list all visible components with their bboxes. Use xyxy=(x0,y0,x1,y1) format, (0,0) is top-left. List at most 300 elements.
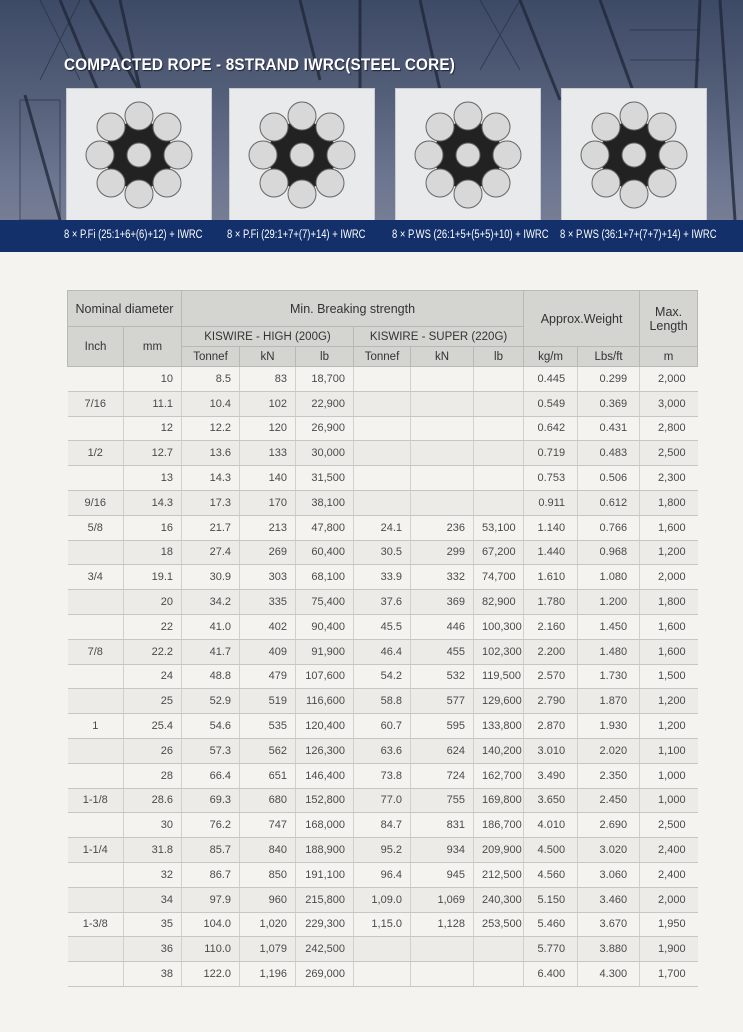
cell-h-t: 10.4 xyxy=(182,391,240,416)
cell-s-t: 46.4 xyxy=(354,639,411,664)
cell-h-t: 8.5 xyxy=(182,367,240,392)
cell-kgm: 6.400 xyxy=(524,962,578,987)
cell-lbsft: 0.766 xyxy=(578,515,640,540)
cell-len: 2,500 xyxy=(640,441,698,466)
cell-kgm: 0.719 xyxy=(524,441,578,466)
cell-s-kn xyxy=(411,937,474,962)
cell-s-lb xyxy=(474,490,524,515)
cell-h-lb: 191,100 xyxy=(296,862,354,887)
cell-mm: 18 xyxy=(124,540,182,565)
cell-len: 3,000 xyxy=(640,391,698,416)
cell-h-kn: 747 xyxy=(240,813,296,838)
rope-cross-section-image-4 xyxy=(561,88,707,222)
cell-s-t: 45.5 xyxy=(354,614,411,639)
cell-lbsft: 3.460 xyxy=(578,887,640,912)
cell-kgm: 0.911 xyxy=(524,490,578,515)
cell-lbsft: 0.483 xyxy=(578,441,640,466)
header-high-kn: kN xyxy=(240,347,296,367)
cell-len: 2,400 xyxy=(640,862,698,887)
header-high-lb: lb xyxy=(296,347,354,367)
cell-s-t xyxy=(354,441,411,466)
header-super-kn: kN xyxy=(411,347,474,367)
header-kgm: kg/m xyxy=(524,347,578,367)
cell-mm: 22.2 xyxy=(124,639,182,664)
cell-len: 2,000 xyxy=(640,565,698,590)
cell-s-kn: 369 xyxy=(411,590,474,615)
cell-s-kn xyxy=(411,962,474,987)
cell-s-lb: 253,500 xyxy=(474,912,524,937)
cell-s-kn: 332 xyxy=(411,565,474,590)
cell-h-lb: 126,300 xyxy=(296,738,354,763)
header-row-1 xyxy=(68,291,698,327)
cell-mm: 31.8 xyxy=(124,838,182,863)
header-super-tonnef: Tonnef xyxy=(354,347,411,367)
page-title: COMPACTED ROPE - 8STRAND IWRC(STEEL CORE) xyxy=(64,55,456,74)
table-row xyxy=(68,813,698,838)
cell-s-lb: 133,800 xyxy=(474,714,524,739)
cell-h-kn: 519 xyxy=(240,689,296,714)
cell-s-t: 73.8 xyxy=(354,763,411,788)
cell-s-t: 63.6 xyxy=(354,738,411,763)
cell-h-t: 76.2 xyxy=(182,813,240,838)
cell-kgm: 1.140 xyxy=(524,515,578,540)
cell-kgm: 2.570 xyxy=(524,664,578,689)
cell-kgm: 4.560 xyxy=(524,862,578,887)
table-row xyxy=(68,664,698,689)
cell-len: 2,500 xyxy=(640,813,698,838)
cell-lbsft: 0.612 xyxy=(578,490,640,515)
cell-s-kn: 624 xyxy=(411,738,474,763)
cell-len: 1,800 xyxy=(640,590,698,615)
cell-s-t: 54.2 xyxy=(354,664,411,689)
cell-h-kn: 120 xyxy=(240,416,296,441)
cell-len: 1,200 xyxy=(640,714,698,739)
cell-h-kn: 83 xyxy=(240,367,296,392)
cell-kgm: 2.790 xyxy=(524,689,578,714)
cell-h-lb: 152,800 xyxy=(296,788,354,813)
cell-len: 1,200 xyxy=(640,540,698,565)
cell-inch: 1-1/4 xyxy=(68,838,124,863)
cell-s-t xyxy=(354,416,411,441)
cell-kgm: 0.445 xyxy=(524,367,578,392)
caption-2: 8 × P.Fi (29:1+7+(7)+14) + IWRC xyxy=(227,229,366,241)
cell-mm: 32 xyxy=(124,862,182,887)
cell-h-lb: 75,400 xyxy=(296,590,354,615)
cell-len: 1,600 xyxy=(640,515,698,540)
cell-s-kn: 1,128 xyxy=(411,912,474,937)
cell-len: 1,800 xyxy=(640,490,698,515)
cell-lbsft: 3.060 xyxy=(578,862,640,887)
cell-h-lb: 22,900 xyxy=(296,391,354,416)
cell-kgm: 5.770 xyxy=(524,937,578,962)
cell-mm: 34 xyxy=(124,887,182,912)
cell-s-t: 30.5 xyxy=(354,540,411,565)
cell-len: 1,700 xyxy=(640,962,698,987)
cell-s-lb: 186,700 xyxy=(474,813,524,838)
cell-h-lb: 242,500 xyxy=(296,937,354,962)
cell-s-lb: 100,300 xyxy=(474,614,524,639)
cell-len: 1,900 xyxy=(640,937,698,962)
table-row xyxy=(68,912,698,937)
cell-mm: 25 xyxy=(124,689,182,714)
cell-s-t: 84.7 xyxy=(354,813,411,838)
cell-kgm: 5.460 xyxy=(524,912,578,937)
cell-inch xyxy=(68,813,124,838)
cell-inch: 7/16 xyxy=(68,391,124,416)
cell-lbsft: 3.670 xyxy=(578,912,640,937)
table-row xyxy=(68,391,698,416)
cell-len: 1,000 xyxy=(640,788,698,813)
table-row xyxy=(68,862,698,887)
cell-s-kn: 934 xyxy=(411,838,474,863)
cell-kgm: 3.490 xyxy=(524,763,578,788)
cell-mm: 20 xyxy=(124,590,182,615)
cell-kgm: 3.650 xyxy=(524,788,578,813)
cell-mm: 13 xyxy=(124,466,182,491)
cell-lbsft: 1.930 xyxy=(578,714,640,739)
cell-h-kn: 680 xyxy=(240,788,296,813)
cell-len: 2,400 xyxy=(640,838,698,863)
cell-s-kn xyxy=(411,367,474,392)
cell-mm: 26 xyxy=(124,738,182,763)
cell-inch: 1/2 xyxy=(68,441,124,466)
cell-h-kn: 562 xyxy=(240,738,296,763)
table-row xyxy=(68,490,698,515)
cell-h-lb: 120,400 xyxy=(296,714,354,739)
cell-inch xyxy=(68,540,124,565)
cell-lbsft: 1.480 xyxy=(578,639,640,664)
cell-h-kn: 402 xyxy=(240,614,296,639)
cell-s-t xyxy=(354,937,411,962)
cell-kgm: 1.610 xyxy=(524,565,578,590)
cell-h-kn: 409 xyxy=(240,639,296,664)
cell-mm: 38 xyxy=(124,962,182,987)
table-row xyxy=(68,416,698,441)
cell-h-t: 12.2 xyxy=(182,416,240,441)
table-row xyxy=(68,367,698,392)
header-high-tonnef: Tonnef xyxy=(182,347,240,367)
cell-mm: 16 xyxy=(124,515,182,540)
cell-lbsft: 1.450 xyxy=(578,614,640,639)
cell-lbsft: 0.968 xyxy=(578,540,640,565)
header-kiswire-super: KISWIRE - SUPER (220G) xyxy=(354,327,524,347)
cell-inch: 3/4 xyxy=(68,565,124,590)
cell-h-kn: 535 xyxy=(240,714,296,739)
cell-s-kn xyxy=(411,391,474,416)
cell-s-kn: 724 xyxy=(411,763,474,788)
cell-lbsft: 0.369 xyxy=(578,391,640,416)
cell-h-kn: 850 xyxy=(240,862,296,887)
table-row xyxy=(68,540,698,565)
table-row xyxy=(68,738,698,763)
cell-lbsft: 2.690 xyxy=(578,813,640,838)
cell-kgm: 4.010 xyxy=(524,813,578,838)
cell-h-t: 104.0 xyxy=(182,912,240,937)
cell-h-t: 69.3 xyxy=(182,788,240,813)
cell-len: 2,000 xyxy=(640,887,698,912)
cell-h-lb: 91,900 xyxy=(296,639,354,664)
cell-s-t: 24.1 xyxy=(354,515,411,540)
cell-s-lb: 169,800 xyxy=(474,788,524,813)
cell-mm: 28 xyxy=(124,763,182,788)
cell-h-kn: 651 xyxy=(240,763,296,788)
cell-h-lb: 269,000 xyxy=(296,962,354,987)
header-mm: mm xyxy=(124,327,182,367)
cell-mm: 19.1 xyxy=(124,565,182,590)
cell-s-lb xyxy=(474,466,524,491)
cell-s-t: 33.9 xyxy=(354,565,411,590)
caption-3: 8 × P.WS (26:1+5+(5+5)+10) + IWRC xyxy=(392,229,549,241)
cell-s-t: 1,09.0 xyxy=(354,887,411,912)
header-kiswire-high: KISWIRE - HIGH (200G) xyxy=(182,327,354,347)
cell-h-t: 48.8 xyxy=(182,664,240,689)
cell-mm: 30 xyxy=(124,813,182,838)
table-row xyxy=(68,689,698,714)
cell-h-t: 14.3 xyxy=(182,466,240,491)
table-row xyxy=(68,466,698,491)
cell-s-kn: 577 xyxy=(411,689,474,714)
cell-inch xyxy=(68,367,124,392)
cell-lbsft: 1.870 xyxy=(578,689,640,714)
cell-lbsft: 2.020 xyxy=(578,738,640,763)
cell-inch xyxy=(68,416,124,441)
cell-kgm: 1.780 xyxy=(524,590,578,615)
table-row xyxy=(68,714,698,739)
cell-h-lb: 215,800 xyxy=(296,887,354,912)
cell-len: 1,600 xyxy=(640,614,698,639)
cell-h-kn: 213 xyxy=(240,515,296,540)
cell-lbsft: 3.020 xyxy=(578,838,640,863)
table-body xyxy=(68,367,698,987)
cell-inch xyxy=(68,689,124,714)
cell-s-lb: 212,500 xyxy=(474,862,524,887)
rope-cross-section-image-2 xyxy=(229,88,375,222)
cell-s-t: 77.0 xyxy=(354,788,411,813)
cell-h-kn: 102 xyxy=(240,391,296,416)
cell-h-lb: 30,000 xyxy=(296,441,354,466)
cell-lbsft: 1.200 xyxy=(578,590,640,615)
cell-lbsft: 4.300 xyxy=(578,962,640,987)
cell-kgm: 4.500 xyxy=(524,838,578,863)
cell-inch: 9/16 xyxy=(68,490,124,515)
cell-h-t: 34.2 xyxy=(182,590,240,615)
cell-len: 1,500 xyxy=(640,664,698,689)
cell-kgm: 3.010 xyxy=(524,738,578,763)
cell-s-lb: 74,700 xyxy=(474,565,524,590)
cell-h-lb: 60,400 xyxy=(296,540,354,565)
cell-h-kn: 960 xyxy=(240,887,296,912)
cell-h-t: 66.4 xyxy=(182,763,240,788)
cell-mm: 36 xyxy=(124,937,182,962)
cell-h-lb: 31,500 xyxy=(296,466,354,491)
header-min-breaking-strength: Min. Breaking strength xyxy=(182,291,524,327)
cell-len: 1,000 xyxy=(640,763,698,788)
cell-mm: 22 xyxy=(124,614,182,639)
cell-h-t: 17.3 xyxy=(182,490,240,515)
cell-s-t: 1,15.0 xyxy=(354,912,411,937)
cell-kgm: 2.200 xyxy=(524,639,578,664)
cell-inch: 1 xyxy=(68,714,124,739)
table-row xyxy=(68,763,698,788)
cell-inch: 1-1/8 xyxy=(68,788,124,813)
cell-s-kn: 831 xyxy=(411,813,474,838)
cell-s-t xyxy=(354,962,411,987)
table-row xyxy=(68,887,698,912)
table-row xyxy=(68,590,698,615)
cell-h-lb: 47,800 xyxy=(296,515,354,540)
cell-s-kn: 299 xyxy=(411,540,474,565)
hero-banner xyxy=(0,0,743,252)
cell-h-lb: 107,600 xyxy=(296,664,354,689)
header-m: m xyxy=(640,347,698,367)
table-row xyxy=(68,441,698,466)
cell-h-t: 57.3 xyxy=(182,738,240,763)
cell-s-t: 37.6 xyxy=(354,590,411,615)
cell-inch xyxy=(68,962,124,987)
cell-inch: 7/8 xyxy=(68,639,124,664)
cell-s-lb xyxy=(474,416,524,441)
cell-inch xyxy=(68,763,124,788)
cell-h-kn: 269 xyxy=(240,540,296,565)
cell-kgm: 5.150 xyxy=(524,887,578,912)
cell-inch xyxy=(68,614,124,639)
cell-s-lb: 67,200 xyxy=(474,540,524,565)
cell-h-kn: 1,079 xyxy=(240,937,296,962)
cell-s-t xyxy=(354,490,411,515)
cell-kgm: 2.870 xyxy=(524,714,578,739)
header-nominal-diameter: Nominal diameter xyxy=(68,291,182,327)
table-row xyxy=(68,614,698,639)
cell-lbsft: 2.350 xyxy=(578,763,640,788)
cell-mm: 12.7 xyxy=(124,441,182,466)
cell-s-lb xyxy=(474,391,524,416)
cell-s-lb xyxy=(474,937,524,962)
cell-h-kn: 133 xyxy=(240,441,296,466)
cell-inch xyxy=(68,664,124,689)
header-max-length: Max. Length xyxy=(640,291,698,347)
cell-h-kn: 1,020 xyxy=(240,912,296,937)
cell-mm: 28.6 xyxy=(124,788,182,813)
cell-h-lb: 38,100 xyxy=(296,490,354,515)
cell-len: 1,100 xyxy=(640,738,698,763)
cell-len: 2,800 xyxy=(640,416,698,441)
cell-s-kn xyxy=(411,416,474,441)
cell-lbsft: 0.506 xyxy=(578,466,640,491)
cell-lbsft: 2.450 xyxy=(578,788,640,813)
cell-lbsft: 3.880 xyxy=(578,937,640,962)
cell-mm: 24 xyxy=(124,664,182,689)
cell-h-t: 21.7 xyxy=(182,515,240,540)
cell-h-kn: 840 xyxy=(240,838,296,863)
cell-inch xyxy=(68,466,124,491)
table-row xyxy=(68,788,698,813)
cell-s-kn: 446 xyxy=(411,614,474,639)
cell-inch xyxy=(68,738,124,763)
cell-s-lb: 82,900 xyxy=(474,590,524,615)
table-row xyxy=(68,838,698,863)
cell-h-t: 52.9 xyxy=(182,689,240,714)
cell-h-t: 86.7 xyxy=(182,862,240,887)
cell-inch xyxy=(68,937,124,962)
cell-h-t: 85.7 xyxy=(182,838,240,863)
cell-inch: 1-3/8 xyxy=(68,912,124,937)
rope-cross-section-image-1 xyxy=(66,88,212,222)
cell-len: 2,300 xyxy=(640,466,698,491)
cell-s-t xyxy=(354,391,411,416)
caption-4: 8 × P.WS (36:1+7+(7+7)+14) + IWRC xyxy=(560,229,717,241)
cell-h-t: 41.7 xyxy=(182,639,240,664)
cell-h-kn: 140 xyxy=(240,466,296,491)
cell-s-t xyxy=(354,367,411,392)
cell-h-lb: 68,100 xyxy=(296,565,354,590)
cell-h-lb: 26,900 xyxy=(296,416,354,441)
header-lbsft: Lbs/ft xyxy=(578,347,640,367)
cell-inch: 5/8 xyxy=(68,515,124,540)
caption-1: 8 × P.Fi (25:1+6+(6)+12) + IWRC xyxy=(64,229,203,241)
cell-lbsft: 0.431 xyxy=(578,416,640,441)
table-row xyxy=(68,565,698,590)
rope-cross-section-image-3 xyxy=(395,88,541,222)
cell-mm: 11.1 xyxy=(124,391,182,416)
table-row xyxy=(68,639,698,664)
cell-mm: 12 xyxy=(124,416,182,441)
cell-lbsft: 1.730 xyxy=(578,664,640,689)
cell-len: 2,000 xyxy=(640,367,698,392)
cell-kgm: 1.440 xyxy=(524,540,578,565)
cell-h-t: 122.0 xyxy=(182,962,240,987)
cell-h-kn: 170 xyxy=(240,490,296,515)
cell-kgm: 0.753 xyxy=(524,466,578,491)
cell-s-kn: 595 xyxy=(411,714,474,739)
cell-mm: 25.4 xyxy=(124,714,182,739)
cell-mm: 14.3 xyxy=(124,490,182,515)
cell-s-lb xyxy=(474,962,524,987)
cell-mm: 10 xyxy=(124,367,182,392)
cell-s-lb: 209,900 xyxy=(474,838,524,863)
cell-s-t: 96.4 xyxy=(354,862,411,887)
cell-s-lb xyxy=(474,367,524,392)
cell-s-kn: 755 xyxy=(411,788,474,813)
cell-s-kn: 1,069 xyxy=(411,887,474,912)
cell-h-t: 27.4 xyxy=(182,540,240,565)
cell-s-lb: 53,100 xyxy=(474,515,524,540)
cell-h-t: 13.6 xyxy=(182,441,240,466)
cell-h-kn: 303 xyxy=(240,565,296,590)
cell-len: 1,200 xyxy=(640,689,698,714)
cell-s-t: 60.7 xyxy=(354,714,411,739)
cell-s-kn: 945 xyxy=(411,862,474,887)
cell-inch xyxy=(68,862,124,887)
cell-h-t: 41.0 xyxy=(182,614,240,639)
cell-s-lb: 162,700 xyxy=(474,763,524,788)
cell-len: 1,600 xyxy=(640,639,698,664)
cell-inch xyxy=(68,887,124,912)
cell-h-t: 110.0 xyxy=(182,937,240,962)
cell-h-kn: 1,196 xyxy=(240,962,296,987)
cell-h-t: 30.9 xyxy=(182,565,240,590)
cell-s-kn xyxy=(411,441,474,466)
cell-s-lb: 140,200 xyxy=(474,738,524,763)
table-row xyxy=(68,937,698,962)
header-approx-weight: Approx.Weight xyxy=(524,291,640,347)
cell-s-kn: 236 xyxy=(411,515,474,540)
cell-h-lb: 168,000 xyxy=(296,813,354,838)
cell-s-kn: 532 xyxy=(411,664,474,689)
cell-s-lb: 240,300 xyxy=(474,887,524,912)
cell-kgm: 2.160 xyxy=(524,614,578,639)
cell-h-kn: 479 xyxy=(240,664,296,689)
header-inch: Inch xyxy=(68,327,124,367)
